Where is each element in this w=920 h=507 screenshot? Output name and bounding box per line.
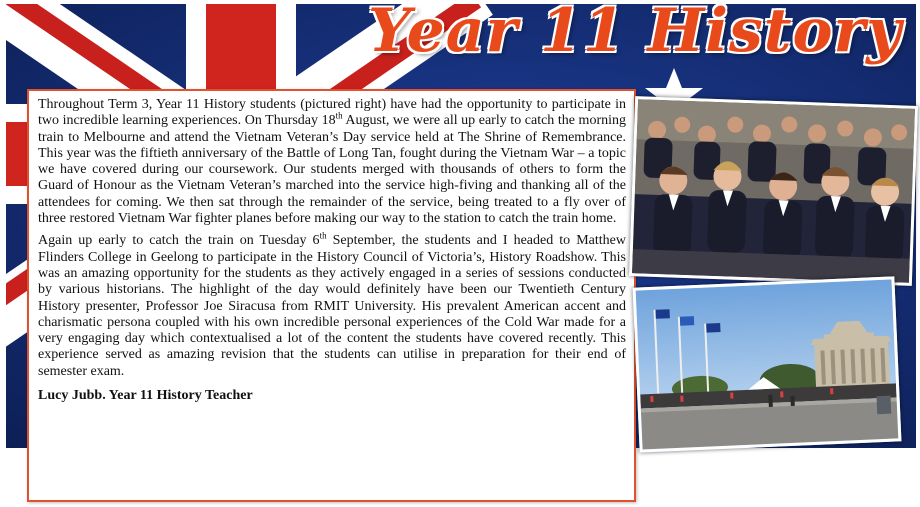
paragraph-1-text-start: Throughout Term 3, Year 11 History students (pictured right) have had the opportunity to participate in two incredible learning experiences. On Thursday 18 bbox=[38, 97, 626, 129]
students-photo bbox=[629, 96, 918, 286]
ordinal-suffix: th bbox=[319, 230, 327, 241]
shrine-of-remembrance-photo bbox=[633, 276, 902, 452]
page-title: Year 11 History bbox=[367, 0, 902, 66]
ordinal-suffix: th bbox=[335, 110, 343, 121]
paragraph-2-text-end: September, the students and I headed to Matthew Flinders College in Geelong to participate in the History Council of Victoria’s, History Roadshow. This was an amazing opportunity for the students as they actively engaged in a series of sessions conducted by various historians. The highlight of the day would definitely have been our Twentieth Century History presenter, Professor Joe Siracusa from RMIT University. His prevalent American accent and charismatic persona coupled with his own incredible personal experiences of the Cold War made for a very engaging day which contextualised a lot of the content the students have covered recently. This experience served as amazing revision that the students can utilise in preparation for their end of semester exam. bbox=[38, 233, 626, 379]
paragraph-1-text-end: August, we were all up early to catch the morning train to Melbourne and attend the Vietnam Veteran’s Day service held at The Shrine of Remembrance. This year was the fiftieth anniversary of the Battle of Long Tan, fought during the Vietnam War – a topic we have covered during our coursework. Our students merged with thousands of others to form the Guard of Honour as the Vietnam Veteran’s marched into the service high-fiving and thanking all of the attendees for coming. We then sat through the remainder of the service, being treated to a fly over of three restored Vietnam War fighter planes before making our way to the station to catch the train home. bbox=[38, 113, 626, 227]
article-paragraph-2 bbox=[38, 230, 626, 380]
paragraph-2-text-start: Again up early to catch the train on Tuesday 6 bbox=[38, 233, 320, 249]
author-signature: Lucy Jubb. Year 11 History Teacher bbox=[38, 388, 253, 404]
article-paragraph-1 bbox=[38, 97, 626, 227]
article-card bbox=[27, 89, 636, 502]
